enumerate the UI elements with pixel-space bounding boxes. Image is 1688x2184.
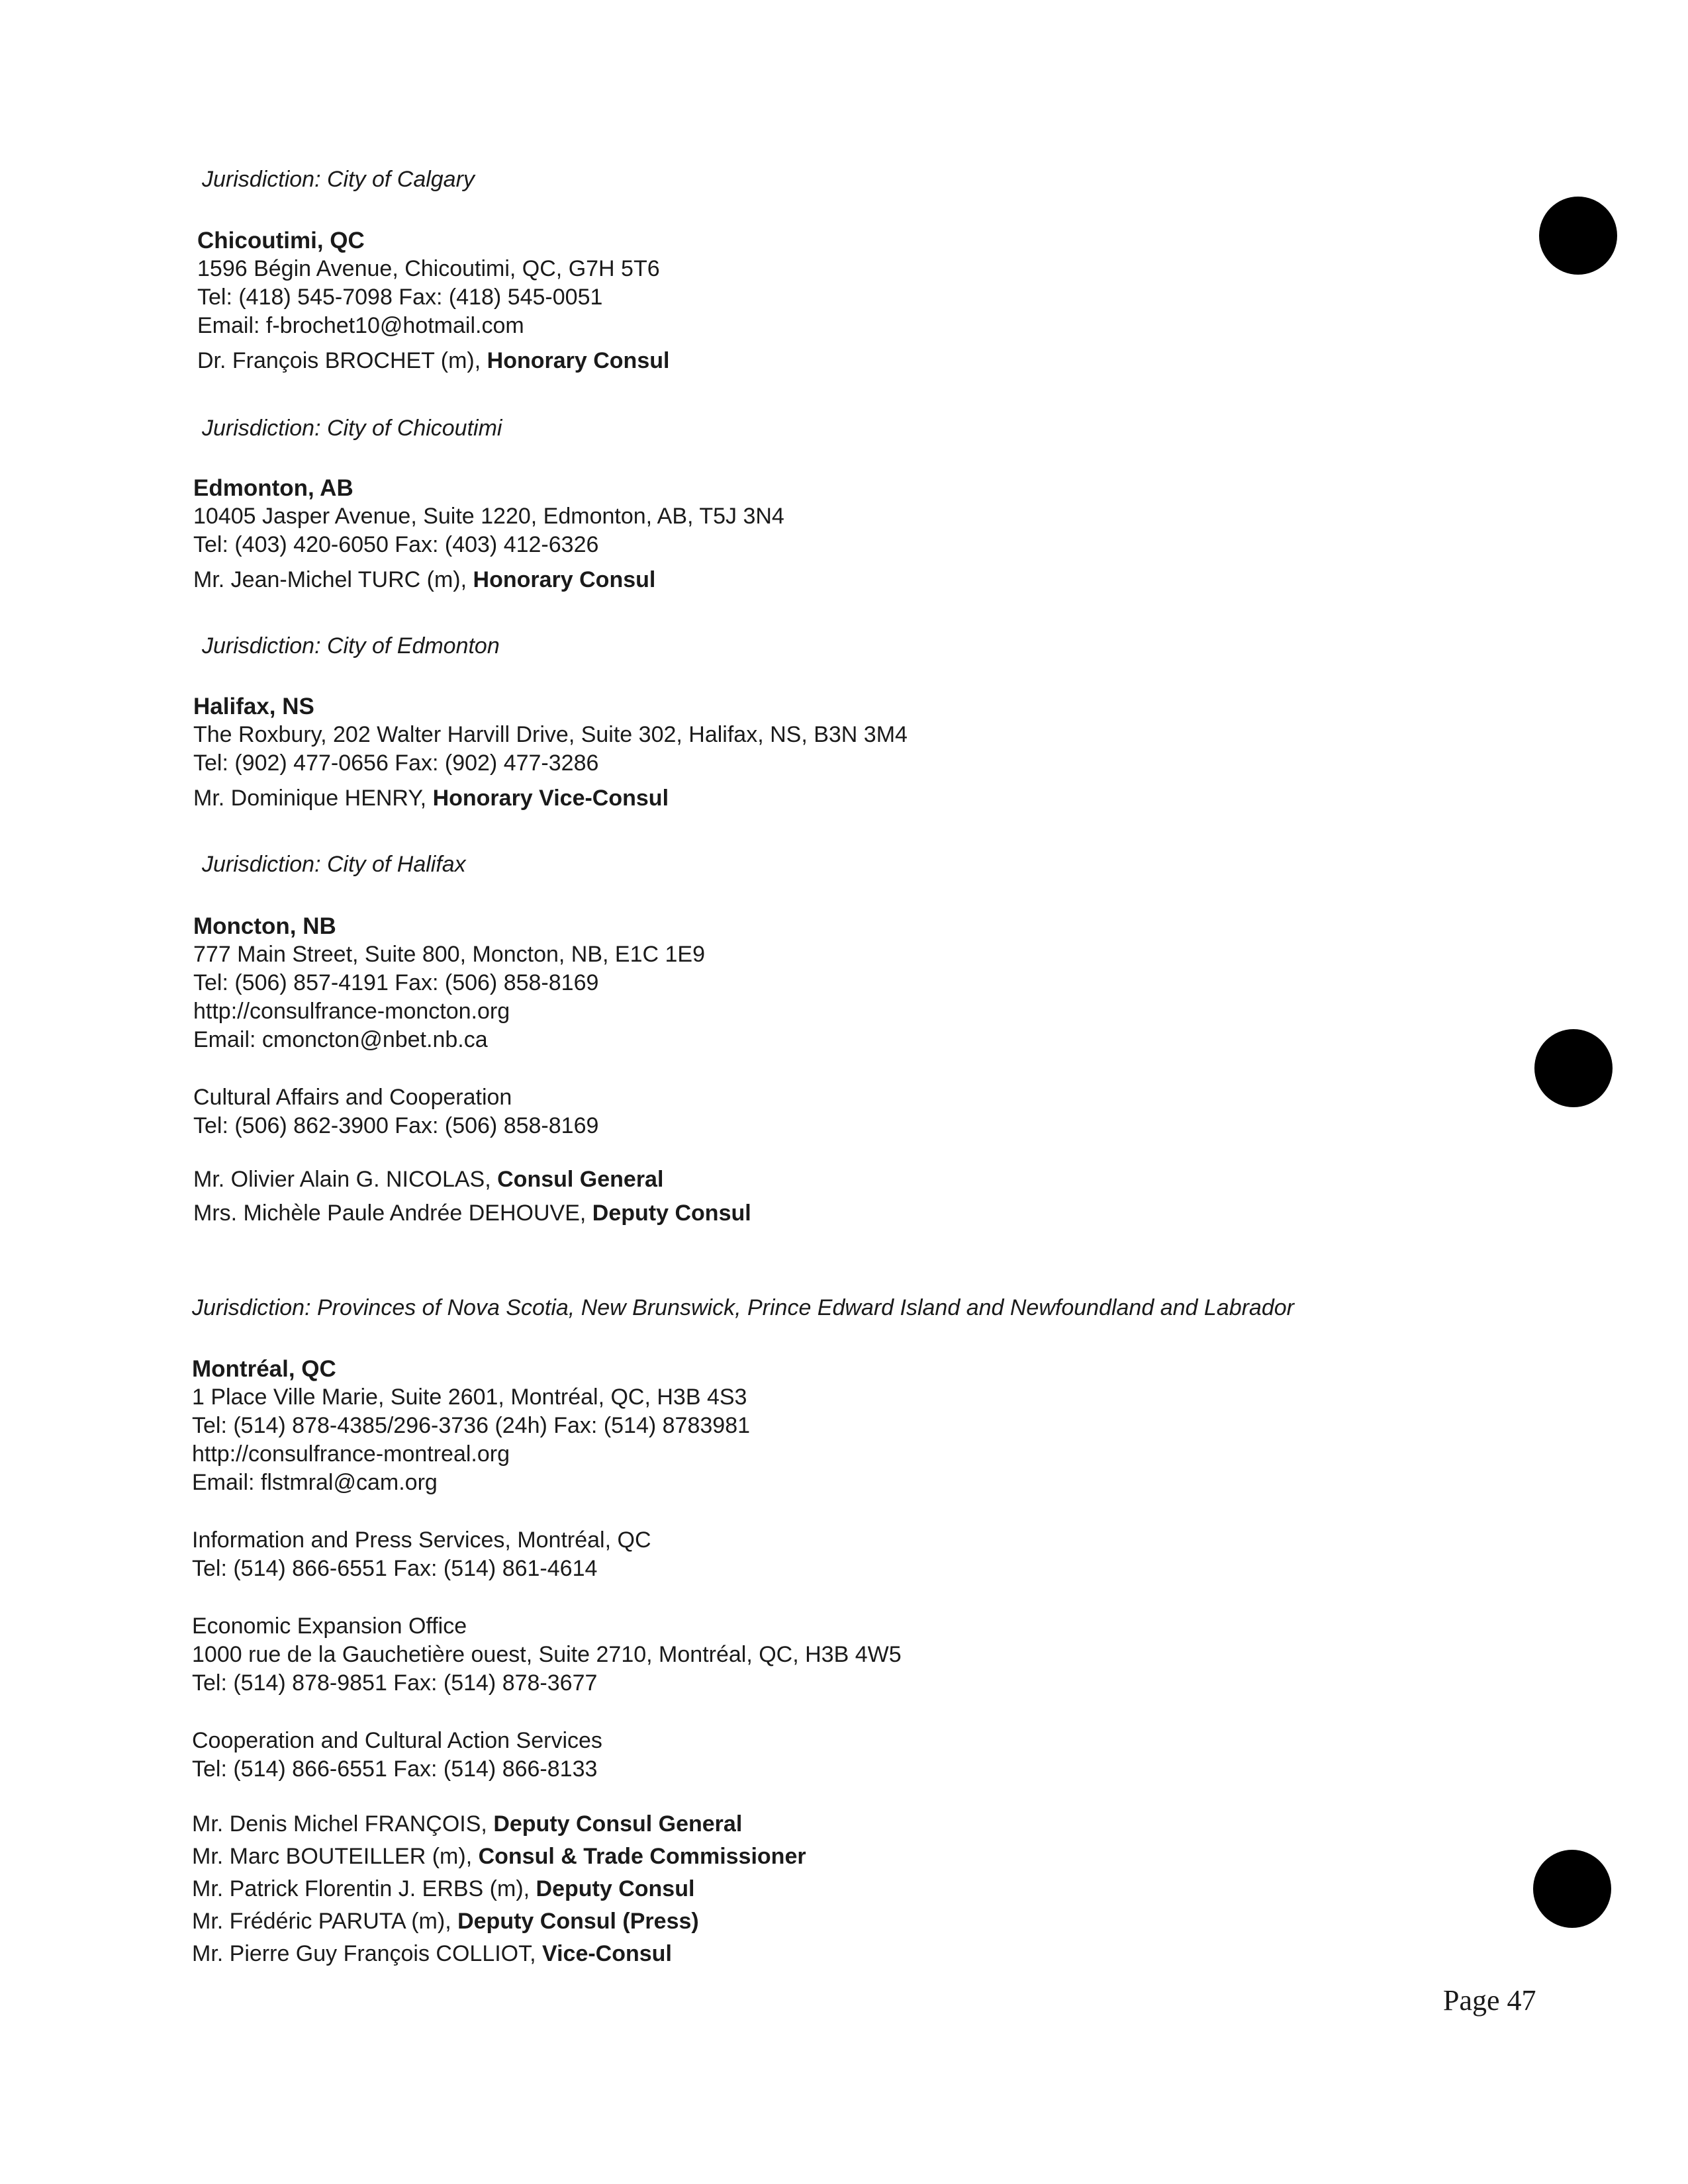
consulate-montreal	[192, 1355, 1516, 1968]
phone-line: Tel: (506) 857-4191 Fax: (506) 858-8169	[193, 970, 599, 995]
official-entry	[192, 1843, 1516, 1871]
address-line: 1 Place Ville Marie, Suite 2601, Montréal, QC, H3B 4S3	[192, 1385, 747, 1410]
address-line: 1000 rue de la Gauchetière ouest, Suite 2710, Montréal, QC, H3B 4W5	[192, 1642, 902, 1667]
consulate-chicoutimi	[197, 226, 1521, 375]
official-name: Mr. Frédéric PARUTA (m),	[192, 1909, 458, 1934]
phone-line: Tel: (902) 477-0656 Fax: (902) 477-3286	[193, 751, 599, 776]
official-entry	[192, 1875, 1516, 1903]
consulate-halifax	[193, 692, 1517, 813]
phone-line: Tel: (403) 420-6050 Fax: (403) 412-6326	[193, 532, 599, 557]
official-entry	[192, 1907, 1516, 1936]
phone-line: Tel: (514) 866-6551 Fax: (514) 866-8133	[192, 1756, 598, 1782]
official-title: Deputy Consul	[536, 1876, 695, 1901]
official-entry	[193, 1165, 1517, 1194]
phone-line: Tel: (514) 878-9851 Fax: (514) 878-3677	[192, 1670, 598, 1696]
official-title: Honorary Consul	[473, 567, 656, 592]
section-heading: Edmonton, AB	[193, 475, 353, 501]
official-name: Mr. Denis Michel FRANÇOIS,	[192, 1811, 494, 1837]
official-name: Mr. Patrick Florentin J. ERBS (m),	[192, 1876, 536, 1901]
official-name: Mrs. Michèle Paule Andrée DEHOUVE,	[193, 1201, 592, 1226]
consulate-moncton	[193, 912, 1517, 1228]
official-entry	[192, 1810, 1516, 1839]
official-name: Mr. Marc BOUTEILLER (m),	[192, 1844, 479, 1869]
phone-line: Tel: (418) 545-7098 Fax: (418) 545-0051	[197, 285, 603, 310]
jurisdiction-halifax: Jurisdiction: City of Halifax	[202, 852, 466, 877]
email-line: Email: flstmral@cam.org	[192, 1470, 438, 1495]
jurisdiction-moncton: Jurisdiction: Provinces of Nova Scotia, New Brunswick, Prince Edward Island and Newfoundland and Labrador	[192, 1295, 1294, 1320]
jurisdiction-chicoutimi: Jurisdiction: City of Chicoutimi	[202, 416, 502, 441]
official-entry	[193, 784, 1517, 813]
phone-line: Tel: (514) 866-6551 Fax: (514) 861-4614	[192, 1556, 598, 1581]
section-heading: Moncton, NB	[193, 913, 336, 939]
office-name: Cooperation and Cultural Action Services	[192, 1728, 602, 1753]
section-heading: Montréal, QC	[192, 1356, 336, 1382]
email-line: Email: cmoncton@nbet.nb.ca	[193, 1027, 488, 1052]
address-line: The Roxbury, 202 Walter Harvill Drive, Suite 302, Halifax, NS, B3N 3M4	[193, 722, 908, 747]
official-entry	[197, 347, 1521, 375]
office-name: Economic Expansion Office	[192, 1614, 467, 1639]
office-name: Cultural Affairs and Cooperation	[193, 1085, 512, 1110]
official-title: Deputy Consul (Press)	[457, 1909, 699, 1934]
consulate-edmonton	[193, 474, 1517, 594]
punch-hole-middle	[1534, 1029, 1613, 1107]
official-name: Mr. Pierre Guy François COLLIOT,	[192, 1941, 543, 1966]
website-line: http://consulfrance-montreal.org	[192, 1441, 510, 1467]
address-line: 1596 Bégin Avenue, Chicoutimi, QC, G7H 5T6	[197, 256, 660, 281]
email-line: Email: f-brochet10@hotmail.com	[197, 313, 524, 338]
official-name: Dr. François BROCHET (m),	[197, 348, 487, 373]
official-title: Vice-Consul	[542, 1941, 672, 1966]
punch-hole-top	[1539, 197, 1617, 275]
official-title: Consul & Trade Commissioner	[478, 1844, 806, 1869]
official-title: Honorary Vice-Consul	[432, 786, 669, 811]
phone-line: Tel: (514) 878-4385/296-3736 (24h) Fax: (514) 8783981	[192, 1413, 751, 1438]
section-heading: Halifax, NS	[193, 694, 314, 719]
punch-hole-bottom	[1533, 1850, 1611, 1928]
official-name: Mr. Jean-Michel TURC (m),	[193, 567, 473, 592]
address-line: 777 Main Street, Suite 800, Moncton, NB, E1C 1E9	[193, 942, 705, 967]
section-heading: Chicoutimi, QC	[197, 228, 365, 253]
official-title: Deputy Consul General	[493, 1811, 743, 1837]
website-line: http://consulfrance-moncton.org	[193, 999, 510, 1024]
office-name: Information and Press Services, Montréal, QC	[192, 1527, 651, 1553]
official-title: Deputy Consul	[592, 1201, 751, 1226]
address-line: 10405 Jasper Avenue, Suite 1220, Edmonton, AB, T5J 3N4	[193, 504, 784, 529]
jurisdiction-edmonton: Jurisdiction: City of Edmonton	[202, 633, 500, 659]
official-name: Mr. Olivier Alain G. NICOLAS,	[193, 1167, 498, 1192]
page-number: Page 47	[1443, 1984, 1536, 2017]
official-title: Consul General	[497, 1167, 664, 1192]
official-entry	[192, 1940, 1516, 1968]
official-entry	[193, 1199, 1517, 1228]
jurisdiction-calgary: Jurisdiction: City of Calgary	[202, 167, 475, 192]
official-name: Mr. Dominique HENRY,	[193, 786, 433, 811]
official-entry	[193, 566, 1517, 594]
phone-line: Tel: (506) 862-3900 Fax: (506) 858-8169	[193, 1113, 599, 1138]
official-title: Honorary Consul	[487, 348, 670, 373]
